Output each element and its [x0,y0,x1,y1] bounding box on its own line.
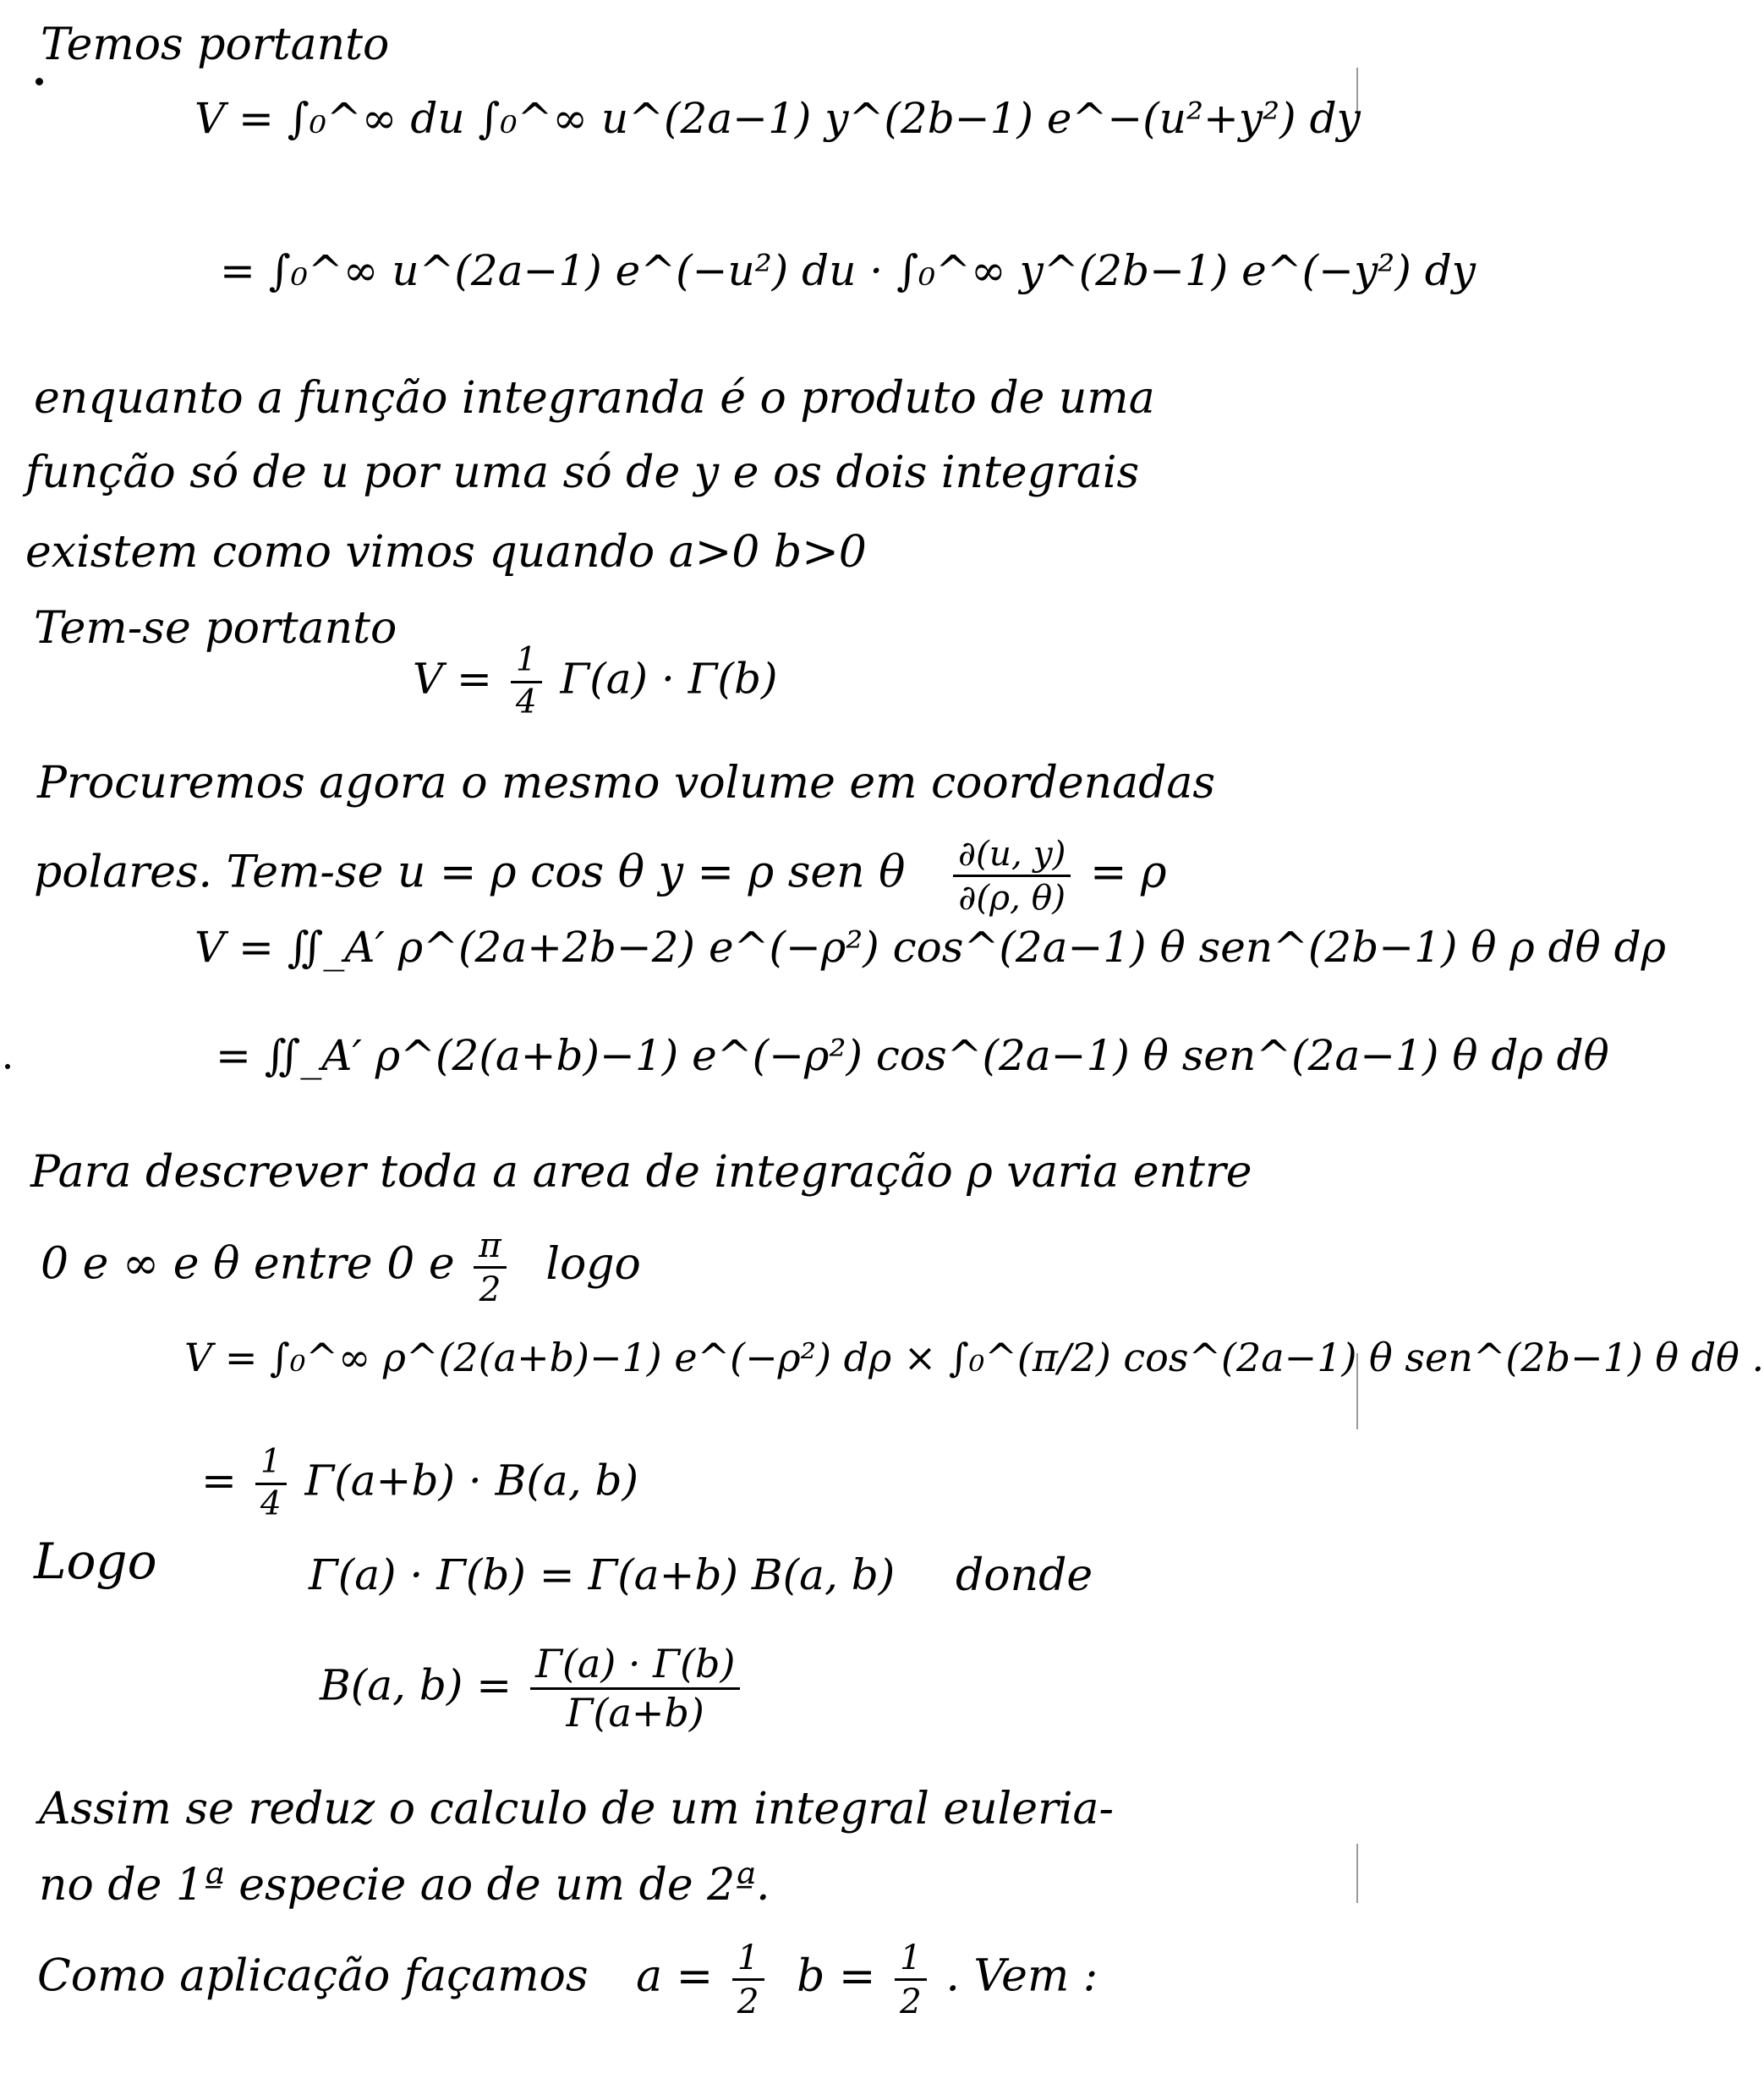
equation-lhs: V = [413,654,492,704]
text-line: donde [956,1550,1093,1601]
fraction-denominator: 2 [479,1268,501,1309]
fraction-denominator: 4 [260,1484,282,1523]
margin-mark [5,1064,10,1069]
text-line: Tem-se portanto [34,603,397,654]
fraction [511,641,542,723]
fraction [255,1443,287,1525]
text-segment: a = [636,1950,714,2002]
fraction-numerator: 1 [511,641,542,683]
fraction-denominator: 2 [737,1980,759,2021]
equation-line [201,1443,638,1525]
text-line: no de 1ª especie ao de um de 2ª. [39,1860,770,1911]
equation-rhs: Γ(a+b) · B(a, b) [304,1456,639,1505]
fraction-denominator: Γ(a+b) [566,1690,704,1736]
text-segment: . Vem : [945,1950,1098,2002]
fraction [895,1937,927,2021]
fraction [732,1937,764,2021]
fraction-denominator: 2 [900,1980,922,2021]
fraction-numerator: ∂(u, y) [953,833,1071,877]
text-line: função só de u por uma só de y e os dois integrais [25,447,1140,498]
scan-edge [1356,1844,1358,1903]
fraction-denominator: ∂(ρ, θ) [958,876,1066,918]
beta-fraction [530,1641,740,1736]
fraction-numerator: Γ(a) · Γ(b) [530,1641,740,1690]
equation-line: V = ∫₀^∞ du ∫₀^∞ u^(2a−1) y^(2b−1) e^−(u²+y²) dy [194,94,1361,143]
equation-line: Γ(a) · Γ(b) = Γ(a+b) B(a, b) [309,1550,896,1599]
text-segment: 0 e ∞ e θ entre 0 e [41,1238,455,1290]
text-line: Procuremos agora o mesmo volume em coordenadas [37,758,1216,809]
text-line: existem como vimos quando a>0 b>0 [25,527,867,578]
text-line: Temos portanto [41,19,390,70]
margin-mark [36,78,43,85]
equation-line: = ∬_A′ ρ^(2(a+b)−1) e^(−ρ²) cos^(2a−1) θ sen^(2a−1) θ dρ dθ [216,1031,1609,1080]
equation-lhs: B(a, b) = [320,1660,512,1710]
text-line [37,1937,1098,2021]
text-segment: polares. Tem-se u = ρ cos θ y = ρ sen θ [34,847,906,898]
text-segment: b = [797,1950,876,2002]
text-line: Logo [34,1533,157,1590]
equation-line: V = ∫₀^∞ ρ^(2(a+b)−1) e^(−ρ²) dρ × ∫₀^(π/2) cos^(2a−1) θ sen^(2b−1) θ dθ . [184,1335,1764,1380]
equation-rhs: Γ(a) · Γ(b) [560,654,778,704]
text-line: Assim se reduz o calculo de um integral euleria- [39,1784,1115,1834]
equation-lhs: = [201,1456,237,1505]
text-line: enquanto a função integranda é o produto de uma [34,373,1155,424]
equation-line [320,1641,745,1736]
equation-line: V = ∬_A′ ρ^(2a+2b−2) e^(−ρ²) cos^(2a−1) θ sen^(2b−1) θ ρ dθ dρ [194,923,1667,972]
fraction-denominator: 4 [515,683,537,721]
fraction [474,1225,507,1309]
equation-line: = ∫₀^∞ u^(2a−1) e^(−u²) du · ∫₀^∞ y^(2b−1) e^(−y²) dy [220,246,1476,295]
fraction-numerator: 1 [895,1937,927,1981]
fraction-numerator: 1 [255,1443,287,1485]
fraction-numerator: 1 [732,1937,764,1981]
text-segment: Como aplicação façamos [37,1950,589,2002]
equation-line [413,641,777,723]
fraction-numerator: π [474,1225,507,1269]
text-line [34,833,1167,918]
text-line [41,1225,641,1309]
text-segment: logo [545,1238,641,1290]
equation-rhs: = ρ [1089,847,1167,898]
jacobian-fraction [953,833,1071,918]
text-line: Para descrever toda a area de integração ρ varia entre [30,1147,1252,1198]
